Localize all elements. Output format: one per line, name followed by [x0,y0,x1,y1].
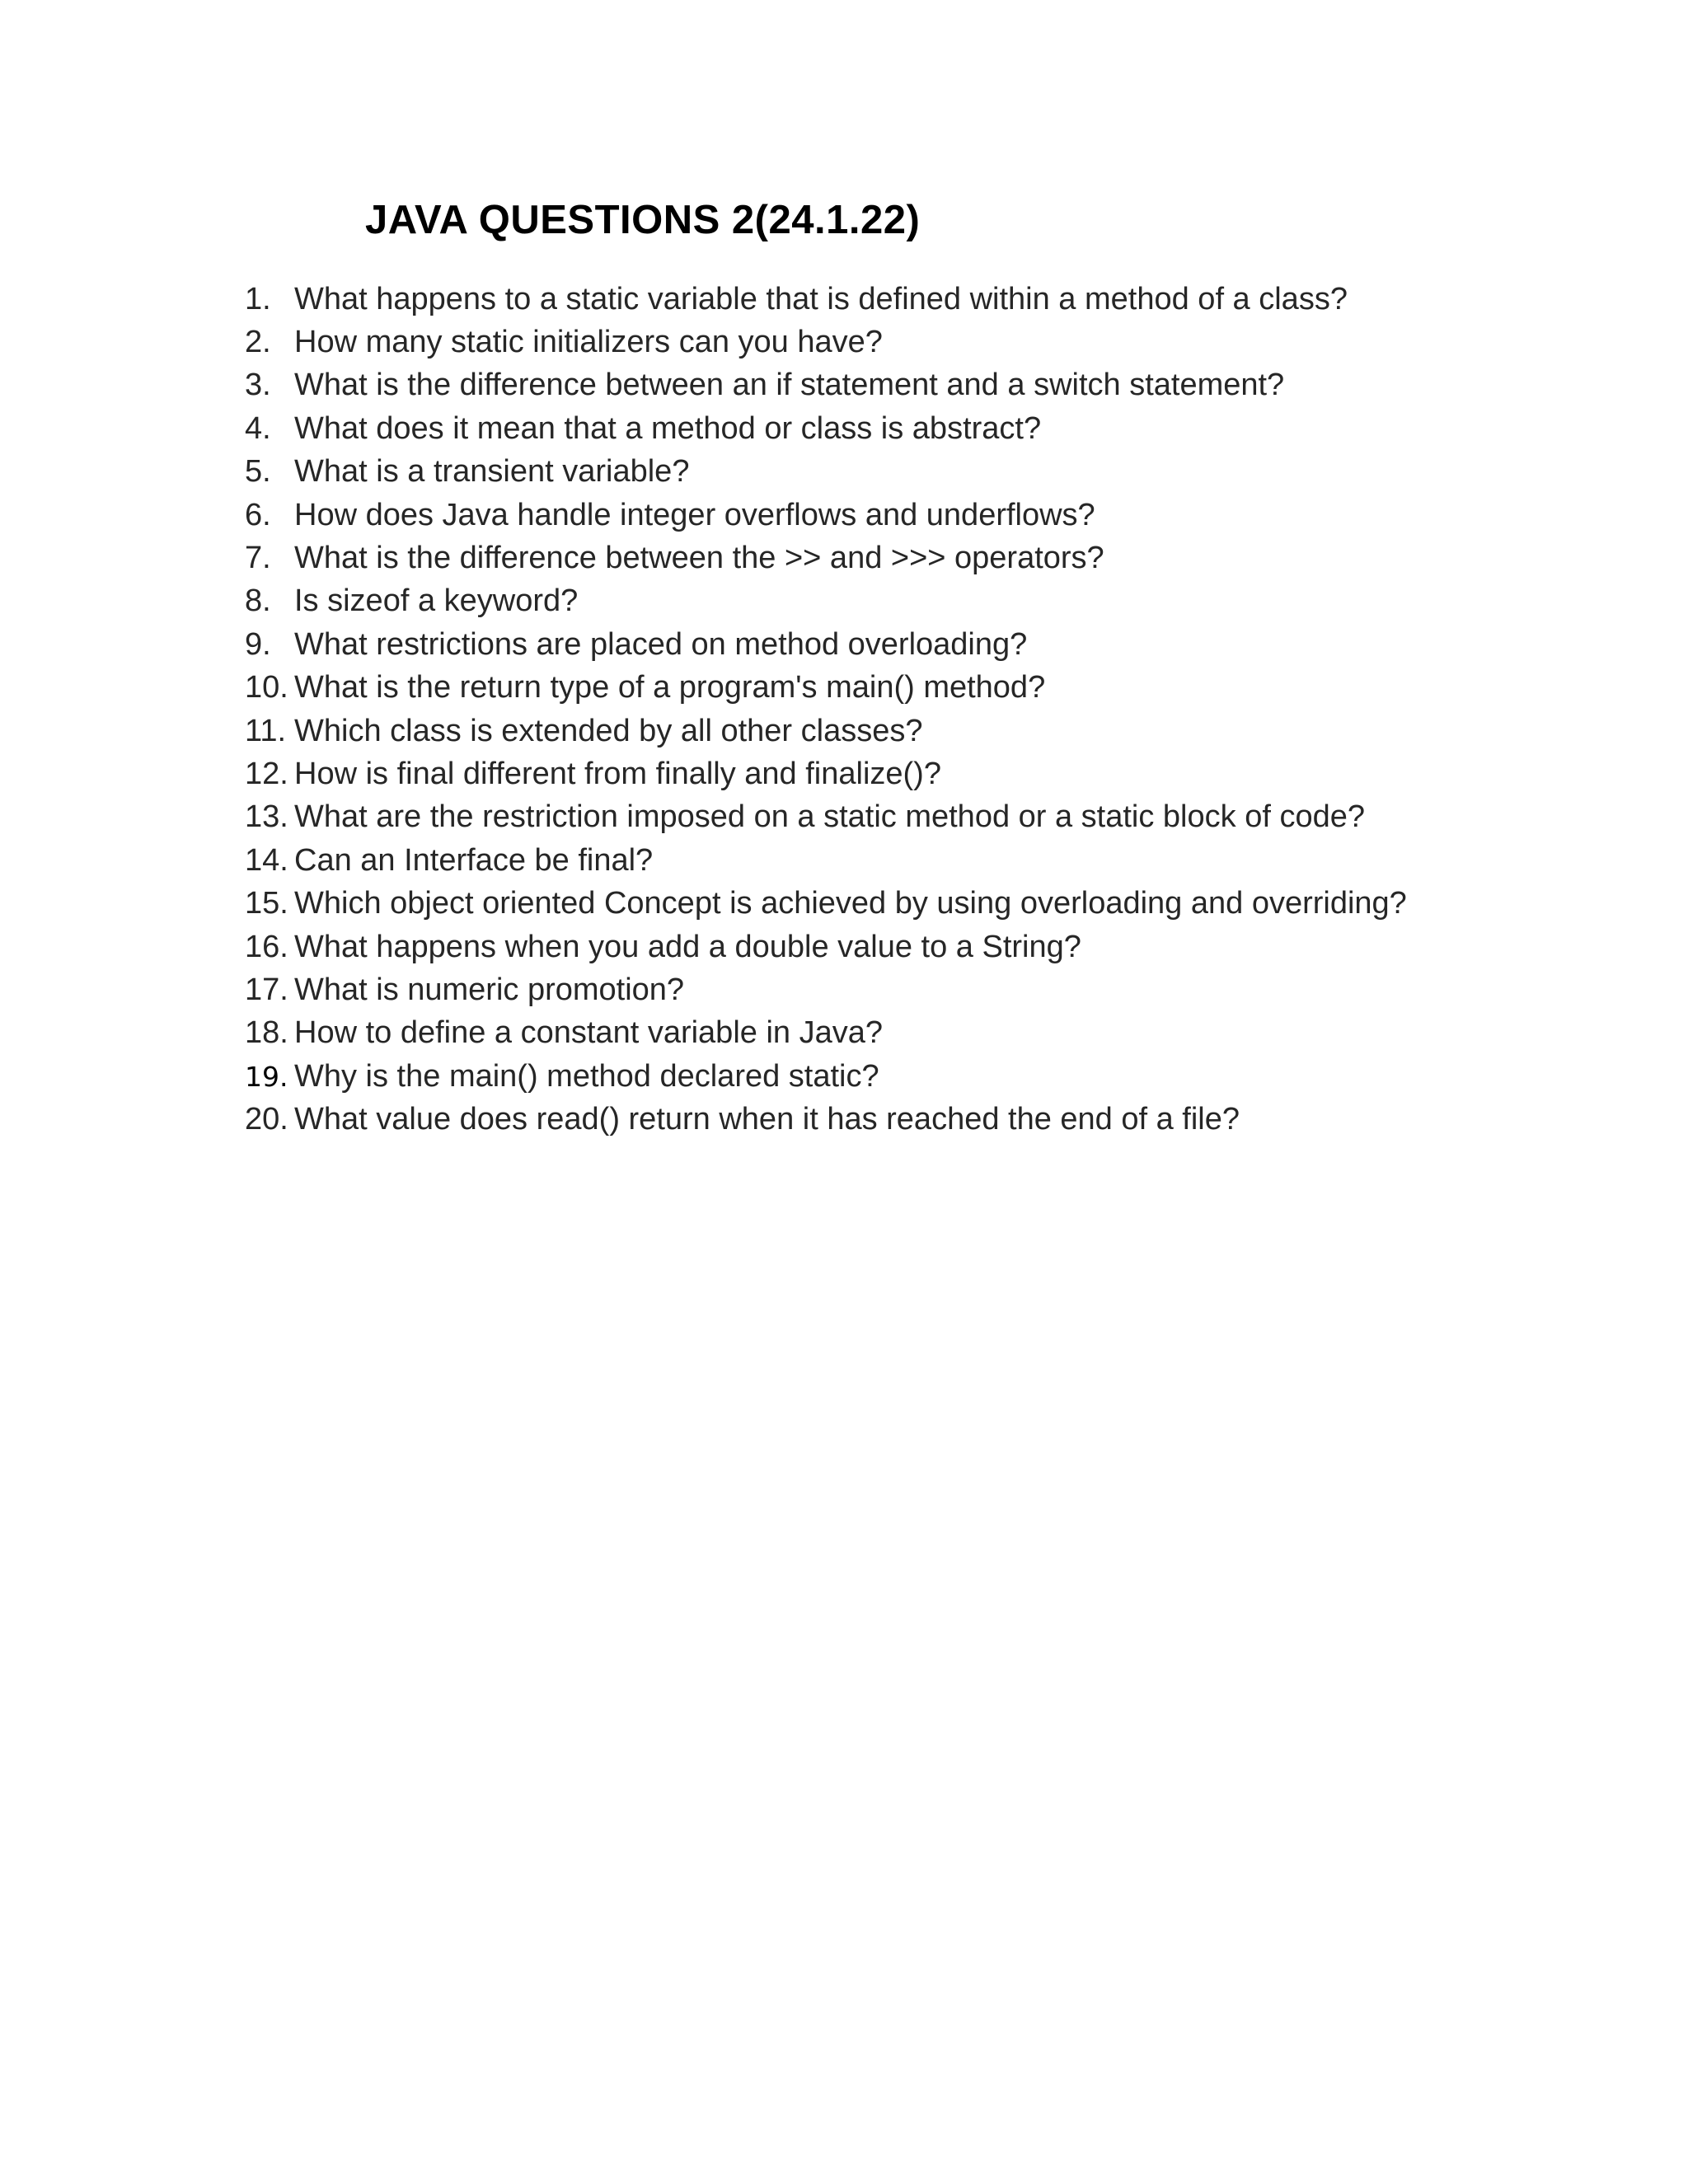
question-text: What is the difference between the >> and >>> operators? [294,541,1104,576]
question-number: 2. [245,325,271,360]
question-item [245,752,1407,795]
question-item [245,623,1407,666]
question-item [245,667,1407,710]
question-item [245,882,1407,925]
question-number: 16. [245,929,288,964]
question-number: 12. [245,756,288,791]
question-number: 13. [245,799,288,835]
question-number: 11. [245,713,287,748]
question-text: What does it mean that a method or class is abstract? [294,410,1042,446]
question-text: How does Java handle integer overflows and underflows? [294,497,1095,532]
question-item [245,321,1407,363]
question-item [245,1055,1407,1098]
question-item [245,926,1407,968]
question-item [245,710,1407,752]
question-text: Which object oriented Concept is achieved by using overloading and overriding? [294,886,1407,921]
question-number: 3. [245,368,271,403]
question-text: What is numeric promotion? [294,972,685,1007]
question-item [245,1098,1407,1141]
question-text: How to define a constant variable in Java? [294,1015,883,1051]
question-item [245,537,1407,579]
page-title: JAVA QUESTIONS 2(24.1.22) [365,198,921,242]
question-text: Which class is extended by all other classes? [294,713,923,748]
question-item [245,839,1407,882]
question-item [245,494,1407,537]
question-number: 20. [245,1102,288,1137]
question-number: 19. [245,1060,288,1093]
question-item [245,968,1407,1011]
question-list [245,278,1407,1141]
question-text: What are the restriction imposed on a static method or a static block of code? [294,799,1365,835]
question-item [245,407,1407,450]
question-number: 17. [245,972,288,1007]
question-number: 18. [245,1015,288,1051]
question-number: 14. [245,842,288,878]
question-item [245,796,1407,839]
question-text: How is final different from finally and finalize()? [294,756,941,791]
question-text: How many static initializers can you have? [294,325,883,360]
question-number: 15. [245,886,288,921]
question-number: 1. [245,281,271,316]
question-number: 4. [245,410,271,446]
question-text: Is sizeof a keyword? [294,583,579,619]
question-item [245,1012,1407,1055]
question-text: What is the return type of a program's main() method? [294,670,1046,705]
question-text: What restrictions are placed on method overloading? [294,626,1028,662]
question-text: What value does read() return when it has reached the end of a file? [294,1102,1240,1137]
question-number: 10. [245,670,288,705]
question-text: Why is the main() method declared static? [294,1058,879,1094]
question-text: What is the difference between an if statement and a switch statement? [294,368,1285,403]
question-text: What happens when you add a double value to a String? [294,929,1081,964]
question-item [245,580,1407,623]
question-number: 8. [245,583,271,619]
question-item [245,364,1407,407]
question-item [245,278,1407,321]
question-item [245,451,1407,494]
question-number: 7. [245,541,271,576]
question-number: 6. [245,497,271,532]
question-text: What is a transient variable? [294,454,690,490]
question-number: 9. [245,626,271,662]
question-text: Can an Interface be final? [294,842,654,878]
question-number: 5. [245,454,271,490]
question-text: What happens to a static variable that is defined within a method of a class? [294,281,1348,316]
